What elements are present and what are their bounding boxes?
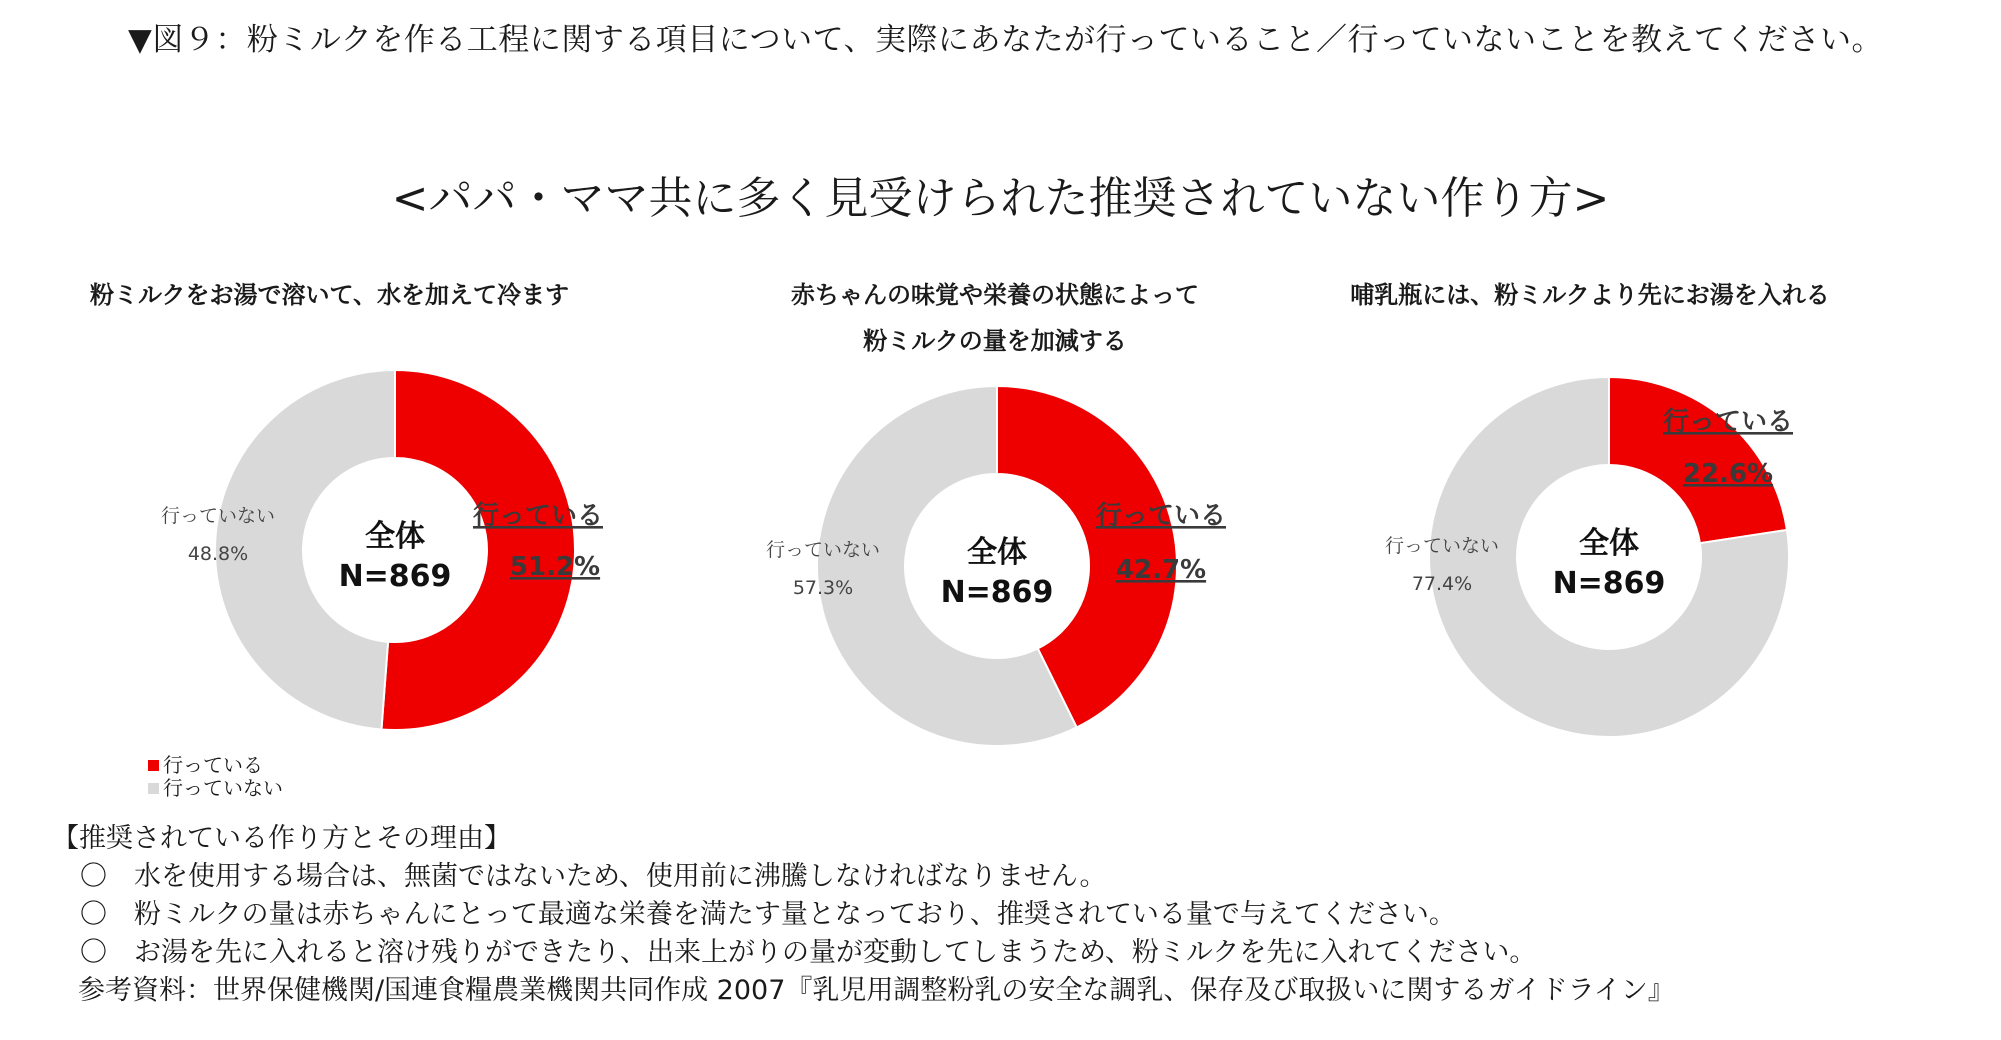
donut-2-done-value: 42.7% [1115,555,1207,585]
legend-item-not-done [148,777,283,800]
chart-2-title-line-2: 粉ミルクの量を加減する [863,327,1127,355]
note-item [52,896,1675,934]
donut-3-not-done-label: 行っていない [1384,535,1500,557]
recommendation-notes [52,820,1675,1010]
note-text-2: 粉ミルクの量は赤ちゃんにとって最適な栄養を満たす量となっており、推奨されている量で与えてください。 [134,899,1456,930]
circle-bullet-icon: 〇 [80,899,107,930]
figure-caption: ▼図９：粉ミルクを作る工程に関する項目について、実際にあなたが行っていること／行っていないことを教えてください。 [128,22,1883,58]
donut-3-not-done-value: 77.4% [1411,573,1473,595]
note-text-1: 水を使用する場合は、無菌ではないため、使用前に沸騰しなければなりません。 [134,861,1107,892]
legend-label-not-done: 行っていない [163,776,283,800]
note-text-3: お湯を先に入れると溶け残りができたり、出来上がりの量が変動してしまうため、粉ミルクを先に入れてください。 [134,937,1537,968]
donut-2-not-done-label: 行っていない [765,539,881,561]
donut-2-not-done-value: 57.3% [792,577,854,599]
notes-heading: 【推奨されている作り方とその理由】 [52,823,511,854]
legend-label-done: 行っている [163,753,263,777]
main-heading: <パパ・ママ共に多く見受けられた推奨されていない作り方> [391,173,1610,224]
donut-2-done-label: 行っている [1095,501,1227,531]
legend-item-done [148,754,283,777]
donut-1-done-label: 行っている [472,501,604,531]
donut-3-done-value: 22.6% [1682,459,1774,489]
donut-3-sample-size: N=869 [1552,566,1666,601]
chart-1-title-line-1: 粉ミルクをお湯で溶いて、水を加えて冷ます [90,281,570,309]
circle-bullet-icon: 〇 [80,861,107,892]
note-item [52,858,1675,896]
donut-1-center-label: 全体 [365,519,425,554]
donut-3-done-label: 行っている [1662,407,1794,437]
note-item [52,934,1675,972]
chart-2-title-line-1: 赤ちゃんの味覚や栄養の状態によって [791,281,1199,309]
donut-1-not-done-label: 行っていない [160,505,276,527]
reference-text: 参考資料：世界保健機関/国連食糧農業機関共同作成 2007『乳児用調整粉乳の安全な調乳、保存及び取扱いに関するガイドライン』 [78,975,1675,1006]
legend-swatch-done [148,760,159,771]
donut-1-sample-size: N=869 [338,559,452,594]
donut-2-center-label: 全体 [967,535,1027,570]
donut-1-not-done-value: 48.8% [187,543,249,565]
chart-3-title-line-1: 哺乳瓶には、粉ミルクより先にお湯を入れる [1350,281,1830,309]
donut-2-sample-size: N=869 [940,575,1054,610]
donut-1-done-value: 51.2% [509,552,601,582]
legend-swatch-not-done [148,783,159,794]
circle-bullet-icon: 〇 [80,937,107,968]
chart-legend [148,754,283,800]
donut-3-center-label: 全体 [1579,526,1639,561]
